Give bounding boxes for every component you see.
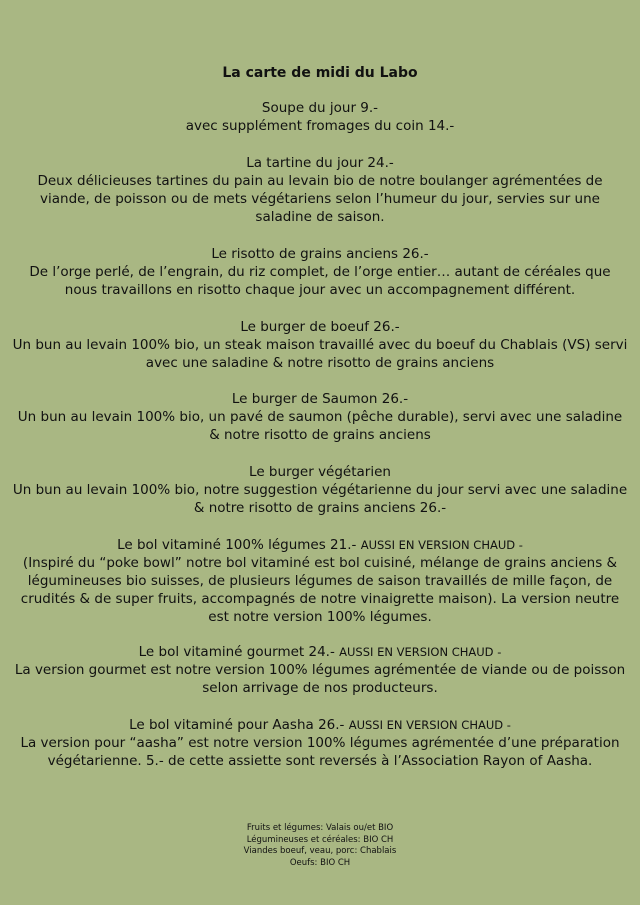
menu-item-tartine bbox=[0, 154, 640, 226]
item-description: La version pour “aasha” est notre version 100% légumes agrémentée d’une préparation bbox=[20, 735, 620, 751]
menu-item-soupe bbox=[0, 99, 640, 135]
item-description: saladine de saison. bbox=[255, 209, 385, 225]
menu-item-burger-boeuf bbox=[0, 318, 640, 372]
item-heading: Le risotto de grains anciens 26.- bbox=[211, 246, 429, 262]
item-note: AUSSI EN VERSION CHAUD - bbox=[339, 645, 502, 659]
item-description: La version gourmet est notre version 100% légumes agrémentée de viande ou de poisson bbox=[14, 662, 626, 678]
page-title: La carte de midi du Labo bbox=[222, 65, 418, 81]
footer-line: Légumineuses et céréales: BIO CH bbox=[246, 834, 394, 845]
item-heading: Le burger végétarien bbox=[249, 464, 391, 480]
menu-item-bol-vitamine bbox=[0, 536, 640, 626]
footer-line: Fruits et légumes: Valais ou/et BIO bbox=[246, 823, 394, 833]
item-description: avec supplément fromages du coin 14.- bbox=[185, 118, 455, 134]
footer-line: Viandes boeuf, veau, porc: Chablais bbox=[243, 846, 397, 856]
menu-item-burger-vegetarien bbox=[0, 463, 640, 517]
item-description: De l’orge perlé, de l’engrain, du riz complet, de l’orge entier… autant de céréales que bbox=[29, 264, 611, 280]
item-heading: Le bol vitaminé pour Aasha 26.- bbox=[129, 717, 345, 733]
item-description: (Inspiré du “poke bowl” notre bol vitaminé est bol cuisiné, mélange de grains anciens & bbox=[22, 555, 618, 571]
item-note: AUSSI EN VERSION CHAUD - bbox=[348, 718, 511, 732]
item-heading: Le bol vitaminé gourmet 24.- bbox=[138, 644, 335, 660]
item-description: viande, de poisson ou de mets végétariens selon l’humeur du jour, servies sur une bbox=[40, 191, 600, 207]
item-heading-line bbox=[0, 716, 640, 734]
item-description: & notre risotto de grains anciens 26.- bbox=[193, 500, 447, 516]
item-description: est notre version 100% légumes. bbox=[208, 609, 432, 625]
menu-item-bol-aasha bbox=[0, 716, 640, 770]
item-heading: Le burger de boeuf 26.- bbox=[240, 319, 400, 335]
item-description: Un bun au levain 100% bio, un pavé de saumon (pêche durable), servi avec une saladine bbox=[17, 409, 623, 425]
item-description: avec une saladine & notre risotto de grains anciens bbox=[145, 355, 495, 371]
item-description: selon arrivage de nos producteurs. bbox=[202, 680, 438, 696]
menu-item-burger-saumon bbox=[0, 390, 640, 444]
menu-item-bol-gourmet bbox=[0, 643, 640, 697]
item-description: Deux délicieuses tartines du pain au levain bio de notre boulanger agrémentées de bbox=[37, 173, 603, 189]
item-heading: Soupe du jour 9.- bbox=[261, 100, 379, 116]
item-heading: Le bol vitaminé 100% légumes 21.- bbox=[117, 537, 357, 553]
item-heading: La tartine du jour 24.- bbox=[246, 155, 394, 171]
item-heading: Le burger de Saumon 26.- bbox=[231, 391, 409, 407]
item-description: nous travaillons en risotto chaque jour avec un accompagnement différent. bbox=[64, 282, 576, 298]
item-description: Un bun au levain 100% bio, notre suggestion végétarienne du jour servi avec une saladine bbox=[12, 482, 628, 498]
item-note: AUSSI EN VERSION CHAUD - bbox=[360, 538, 523, 552]
item-heading-line bbox=[0, 536, 640, 554]
item-description: légumineuses bio suisses, de plusieurs légumes de saison travaillés de mille façon, de bbox=[27, 573, 613, 589]
footer-line: Oeufs: BIO CH bbox=[289, 857, 351, 868]
item-description: & notre risotto de grains anciens bbox=[209, 427, 431, 443]
item-description: végétarienne. 5.- de cette assiette sont reversés à l’Association Rayon of Aasha. bbox=[47, 753, 593, 769]
sourcing-footer bbox=[0, 823, 640, 869]
item-description: crudités & de super fruits, accompagnés de notre vinaigrette maison). La version neutre bbox=[20, 591, 620, 607]
menu-item-risotto bbox=[0, 245, 640, 299]
item-description: Un bun au levain 100% bio, un steak maison travaillé avec du boeuf du Chablais (VS) servi bbox=[12, 337, 628, 353]
item-heading-line bbox=[0, 643, 640, 661]
